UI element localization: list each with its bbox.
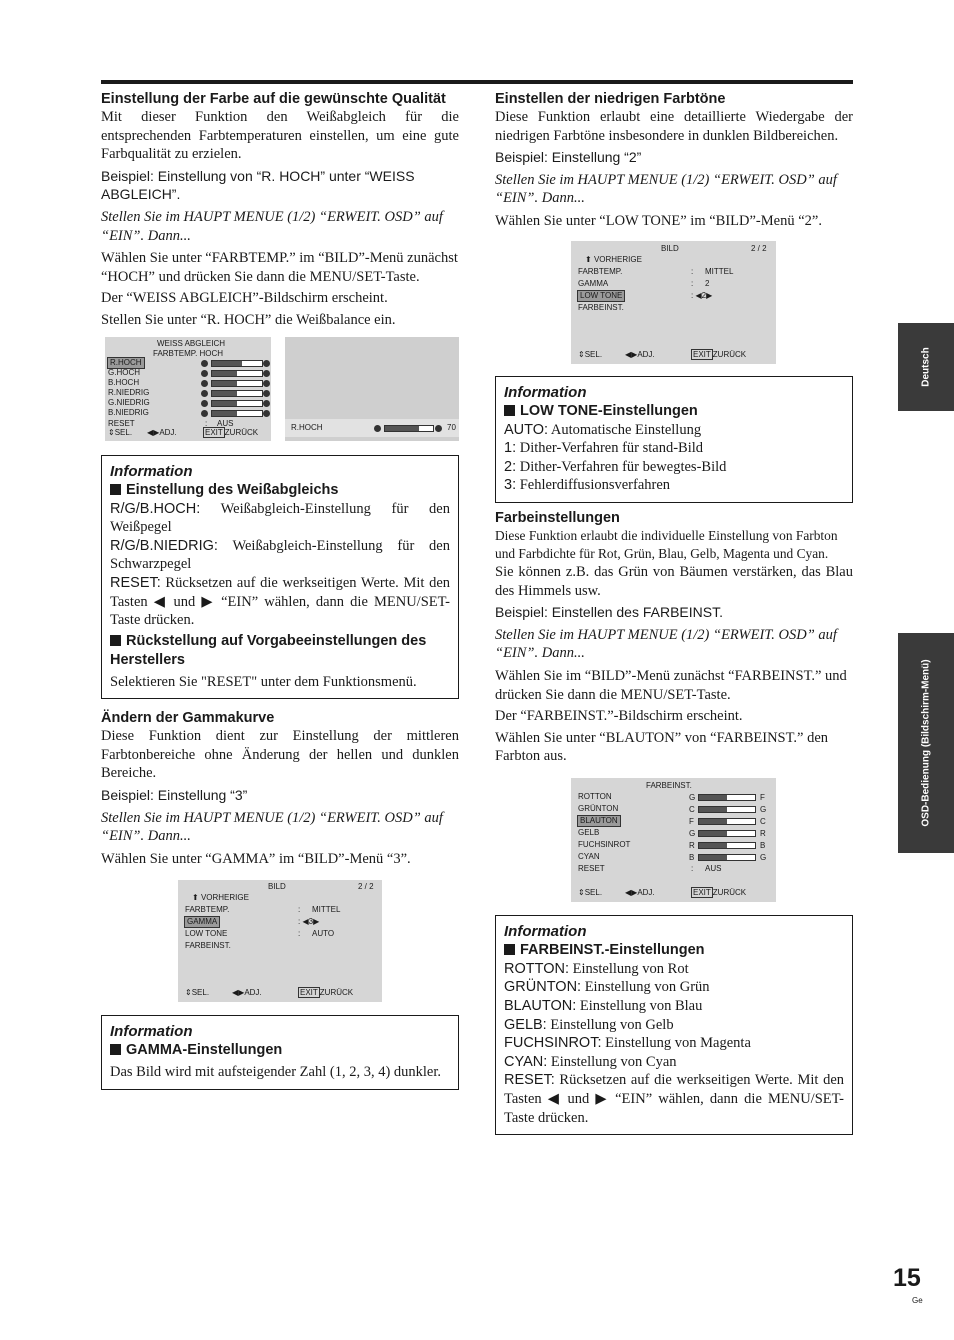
osd-rhoch-slider <box>384 425 434 432</box>
osd-footer-adj: ◀▶ADJ. <box>147 427 177 437</box>
osd-footer-exit: EXIT ZURÜCK <box>693 349 747 359</box>
left-right-icon: ◀▶ <box>625 887 638 897</box>
osd-row-label: R.HOCH <box>110 357 142 367</box>
osd-title: WEISS ABGLEICH <box>157 338 226 348</box>
info-item: 3: Fehlerdiffusionsverfahren <box>504 477 671 494</box>
example-line: Beispiel: Einstellung von “R. HOCH” unter “WEISS ABGLEICH”. <box>101 167 415 203</box>
right-column <box>495 90 853 1135</box>
osd-row-label: G.NIEDRIG <box>108 397 150 407</box>
osd-slider <box>698 854 756 861</box>
info-item: GELB: Einstellung von Gelb <box>504 1016 674 1033</box>
left-right-icon: ◀▶ <box>625 349 638 359</box>
minus-icon <box>374 425 381 432</box>
osd-slider <box>211 390 263 397</box>
info-title: Information <box>110 1023 193 1041</box>
osd-reset-value: AUS <box>217 418 234 428</box>
left-column <box>101 90 459 1090</box>
example-line: Beispiel: Einstellung “3” <box>101 787 248 804</box>
osd-screens-row <box>101 337 459 449</box>
osd-row-right: B <box>760 840 766 850</box>
info-item: R/G/B.HOCH: Weißabgleich-Einstellung für den Weißpegel <box>110 500 450 536</box>
minus-icon <box>201 360 208 367</box>
left-right-icon: ◀▶ <box>232 988 245 998</box>
info-item: ROTTON: Einstellung von Rot <box>504 960 689 977</box>
info-text: Das Bild wird mit aufsteigender Zahl (1, 2, 3, 4) dunkler. <box>110 1064 442 1081</box>
osd-row-label: GRÜNTON <box>578 803 619 813</box>
info-heading: FARBEINST.-Einstellungen <box>504 941 844 960</box>
info-item: 1: Dither-Verfahren für stand-Bild <box>504 440 704 457</box>
section-title-lowtone: Einstellen der niedrigen Farbtöne <box>495 91 726 107</box>
info-heading: Rückstellung auf Vorgabeeinstellungen des Herstellers <box>110 632 427 668</box>
info-title: Information <box>504 383 587 401</box>
osd-slider <box>698 794 756 801</box>
osd-reset-label: RESET <box>108 418 135 428</box>
info-box-weissabgleich <box>101 455 459 700</box>
top-rule <box>101 80 853 84</box>
example-line: Beispiel: Einstellen des FARBEINST. <box>495 604 723 621</box>
osd-row-right: F <box>760 792 765 802</box>
updown-icon: ⇕ <box>578 349 585 359</box>
osd-footer-sel: ⇕SEL. <box>578 887 603 897</box>
updown-icon: ⇕ <box>185 988 192 998</box>
osd-footer-adj: ◀▶ADJ. <box>625 349 655 359</box>
osd-rhoch-value: 70 <box>447 422 456 432</box>
osd-slider <box>211 380 263 387</box>
osd-row-label: CYAN <box>578 851 600 861</box>
left-right-icon: ◀▶ <box>147 427 160 437</box>
plus-icon <box>435 425 442 432</box>
section-title-gamma: Ändern der Gammakurve <box>101 710 275 727</box>
osd-row-left: F <box>689 816 694 826</box>
side-tab-label: Deutsch <box>920 347 932 387</box>
left-arrow-icon: ◀ <box>302 917 309 927</box>
osd-rhoch-bar-screen <box>285 337 459 441</box>
info-box-gamma <box>101 1015 459 1090</box>
italic-instruction: Stellen Sie im HAUPT MENUE (1/2) “ERWEIT. OSD” auf “EIN”. Dann... <box>101 809 443 845</box>
updown-icon: ⇕ <box>578 887 585 897</box>
osd-footer-exit: EXIT ZURÜCK <box>693 887 747 897</box>
section-title-farbe: Einstellung der Farbe auf die gewünschte Qualität <box>101 91 446 107</box>
info-box-lowtone <box>495 376 853 503</box>
square-bullet-icon <box>110 484 121 495</box>
plus-icon <box>263 360 270 367</box>
info-heading: LOW TONE-Einstellungen <box>504 402 844 421</box>
square-bullet-icon <box>110 635 121 646</box>
osd-row-right: R <box>760 828 766 838</box>
osd-row-left: G <box>689 828 696 838</box>
italic-instruction: Stellen Sie im HAUPT MENUE (1/2) “ERWEIT. OSD” auf “EIN”. Dann... <box>101 208 443 244</box>
osd-row-value: : ◀3▶ <box>298 917 320 927</box>
info-heading: Einstellung des Weißabgleichs <box>110 481 450 500</box>
plus-icon <box>263 390 270 397</box>
osd-row-value: AUTO <box>312 929 335 939</box>
paragraph: Diese Funktion erlaubt eine detaillierte Wiedergabe der niedrigen Farbtöne insbesondere in dunklen Bildbereichen. <box>495 109 853 144</box>
page-language-code: Ge <box>912 1296 923 1305</box>
osd-back-item: ⬆ VORHERIGE <box>585 254 642 264</box>
osd-row-left: C <box>689 804 695 814</box>
osd-footer-exit: EXIT ZURÜCK <box>300 988 354 998</box>
osd-slider <box>211 400 263 407</box>
osd-row-label: FARBTEMP. <box>185 905 230 915</box>
up-arrow-icon: ⬆ <box>192 893 199 903</box>
osd-slider <box>698 806 756 813</box>
info-heading: GAMMA-Einstellungen <box>110 1041 450 1060</box>
osd-row-value: MITTEL <box>705 266 734 276</box>
osd-row-label: FARBEINST. <box>185 941 231 951</box>
osd-row-value: : ◀2▶ <box>691 290 713 300</box>
info-item: GRÜNTON: Einstellung von Grün <box>504 979 710 996</box>
osd-row-label: FUCHSINROT <box>578 839 631 849</box>
osd-row-right: G <box>760 852 767 862</box>
osd-row-label: LOW TONE <box>580 290 623 300</box>
osd-footer-exit: EXIT ZURÜCK <box>205 427 259 437</box>
osd-footer-adj: ◀▶ADJ. <box>232 988 262 998</box>
osd-row-label: LOW TONE <box>185 929 228 939</box>
paragraph: Diese Funktion erlaubt die individuelle Einstellung von Farbton und Farbdichte für Rot, Grün, Blau, Gelb, Magenta und Cyan. <box>495 527 838 561</box>
osd-colon: : <box>691 266 694 276</box>
updown-icon: ⇕ <box>108 427 115 437</box>
osd-rhoch-label: R.HOCH <box>291 422 323 432</box>
left-arrow-icon: ◀ <box>695 290 702 300</box>
osd-row-label: B.NIEDRIG <box>108 407 149 417</box>
osd-footer-sel: ⇕SEL. <box>185 988 210 998</box>
paragraph: Wählen Sie unter “FARBTEMP.” im “BILD”-Menü zunächst “HOCH” und drücken Sie dann die MENU/SET-Taste. <box>101 250 458 285</box>
osd-row-label: GELB <box>578 827 600 837</box>
osd-back-item: ⬆ VORHERIGE <box>192 893 249 903</box>
osd-colon: : <box>298 905 301 915</box>
osd-footer-adj: ◀▶ADJ. <box>625 887 655 897</box>
osd-slider <box>211 370 263 377</box>
info-text: Selektieren Sie "RESET" unter dem Funktionsmenü. <box>110 673 417 690</box>
osd-reset-label: RESET <box>578 863 605 873</box>
plus-icon <box>263 410 270 417</box>
osd-row-label: GAMMA <box>187 917 218 927</box>
plus-icon <box>263 380 270 387</box>
osd-slider <box>698 830 756 837</box>
osd-row-right: G <box>760 804 767 814</box>
osd-row-value: 2 <box>705 278 710 288</box>
osd-row-label: R.NIEDRIG <box>108 387 150 397</box>
osd-colon: : <box>691 278 694 288</box>
osd-row-left: B <box>689 852 695 862</box>
minus-icon <box>201 400 208 407</box>
osd-footer-sel: ⇕SEL. <box>578 349 603 359</box>
osd-weiss-abgleich <box>105 337 271 441</box>
right-arrow-icon: ▶ <box>313 917 320 927</box>
paragraph: Sie können z.B. das Grün von Bäumen verstärken, das Blau des Himmels usw. <box>495 563 853 599</box>
osd-colon: : <box>298 929 301 939</box>
osd-row-label: GAMMA <box>578 278 609 288</box>
osd-bild-gamma <box>178 880 382 1002</box>
osd-colon: : <box>205 418 208 428</box>
info-item: RESET: Rücksetzen auf die werkseitigen Werte. Mit den Tasten ◀ und ▶ “EIN” wählen, dann die MENU/SET-Taste drücken. <box>504 1072 844 1126</box>
info-item: R/G/B.NIEDRIG: Weißabgleich-Einstellung für den Schwarzpegel <box>110 537 450 573</box>
osd-row-label: FARBEINST. <box>578 302 624 312</box>
osd-title: BILD <box>268 882 286 892</box>
osd-row-right: C <box>760 816 766 826</box>
paragraph: Mit dieser Funktion den Weißabgleich für die entsprechenden Farbtemperaturen einstellen, um eine gute Farbqualität zu erzielen. <box>101 109 459 163</box>
paragraph: Wählen Sie unter “GAMMA” im “BILD”-Menü “3”. <box>101 850 411 867</box>
side-tab-deutsch <box>898 323 954 411</box>
info-item: FUCHSINROT: Einstellung von Magenta <box>504 1035 751 1052</box>
page-number: 15 <box>893 1264 921 1292</box>
minus-icon <box>201 370 208 377</box>
plus-icon <box>263 400 270 407</box>
square-bullet-icon <box>110 1044 121 1055</box>
osd-bild-lowtone <box>571 241 776 364</box>
osd-slider <box>698 818 756 825</box>
osd-footer-sel: ⇕SEL. <box>108 427 133 437</box>
square-bullet-icon <box>504 405 515 416</box>
osd-row-label: BLAUTON <box>580 815 618 825</box>
info-item: 2: Dither-Verfahren für bewegtes-Bild <box>504 458 727 475</box>
section-title-farbeinstellungen: Farbeinstellungen <box>495 509 620 526</box>
info-item: BLAUTON: Einstellung von Blau <box>504 998 703 1015</box>
osd-page: 2 / 2 <box>751 243 767 253</box>
info-title: Information <box>110 462 193 480</box>
minus-icon <box>201 380 208 387</box>
osd-row-left: R <box>689 840 695 850</box>
osd-row-label: B.HOCH <box>108 377 140 387</box>
osd-colon: : <box>691 863 694 873</box>
paragraph: Der “FARBEINST.”-Bildschirm erscheint. <box>495 708 743 725</box>
paragraph: Wählen Sie im “BILD”-Menü zunächst “FARBEINST.” und drücken Sie dann die MENU/SET-Taste. <box>495 667 847 703</box>
italic-instruction: Stellen Sie im HAUPT MENUE (1/2) “ERWEIT. OSD” auf “EIN”. Dann... <box>495 171 837 207</box>
right-arrow-icon: ▶ <box>706 290 713 300</box>
osd-title: FARBEINST. <box>646 780 692 790</box>
info-box-farbeinst <box>495 915 853 1135</box>
osd-slider <box>211 360 263 367</box>
osd-slider <box>698 842 756 849</box>
plus-icon <box>263 370 270 377</box>
osd-row-value: MITTEL <box>312 905 341 915</box>
side-tab-osd <box>898 633 954 853</box>
osd-subtitle: FARBTEMP. HOCH <box>153 348 224 358</box>
side-tab-label: OSD-Bedienung (Bildschirm-Menü) <box>920 659 932 827</box>
info-title: Information <box>504 922 587 940</box>
paragraph: Wählen Sie unter “BLAUTON” von “FARBEINST.” den Farbton aus. <box>495 729 829 765</box>
info-item: CYAN: Einstellung von Cyan <box>504 1053 677 1070</box>
paragraph: Stellen Sie unter “R. HOCH” die Weißbalance ein. <box>101 311 396 328</box>
osd-farbeinst <box>571 778 776 902</box>
osd-row-left: G <box>689 792 696 802</box>
info-item: RESET: Rücksetzen auf die werkseitigen Werte. Mit den Tasten ◀ und ▶ “EIN” wählen, dann die MENU/SET-Taste drücken. <box>110 574 450 629</box>
paragraph: Diese Funktion dient zur Einstellung der mittleren Farbtonbereiche ohne Änderung der hellen und dunklen Bereiche. <box>101 728 459 782</box>
osd-row-label: ROTTON <box>578 791 612 801</box>
osd-row-label: FARBTEMP. <box>578 266 623 276</box>
osd-title: BILD <box>661 243 679 253</box>
minus-icon <box>201 410 208 417</box>
info-item: AUTO: Automatische Einstellung <box>504 421 702 438</box>
osd-slider <box>211 410 263 417</box>
italic-instruction: Stellen Sie im HAUPT MENUE (1/2) “ERWEIT. OSD” auf “EIN”. Dann... <box>495 626 837 662</box>
up-arrow-icon: ⬆ <box>585 254 592 264</box>
minus-icon <box>201 390 208 397</box>
paragraph: Wählen Sie unter “LOW TONE” im “BILD”-Menü “2”. <box>495 212 822 229</box>
example-line: Beispiel: Einstellung “2” <box>495 149 642 166</box>
osd-reset-value: AUS <box>705 863 722 873</box>
paragraph: Der “WEISS ABGLEICH”-Bildschirm erscheint. <box>101 290 388 307</box>
square-bullet-icon <box>504 944 515 955</box>
osd-row-label: G.HOCH <box>108 367 140 377</box>
osd-page: 2 / 2 <box>358 882 374 892</box>
